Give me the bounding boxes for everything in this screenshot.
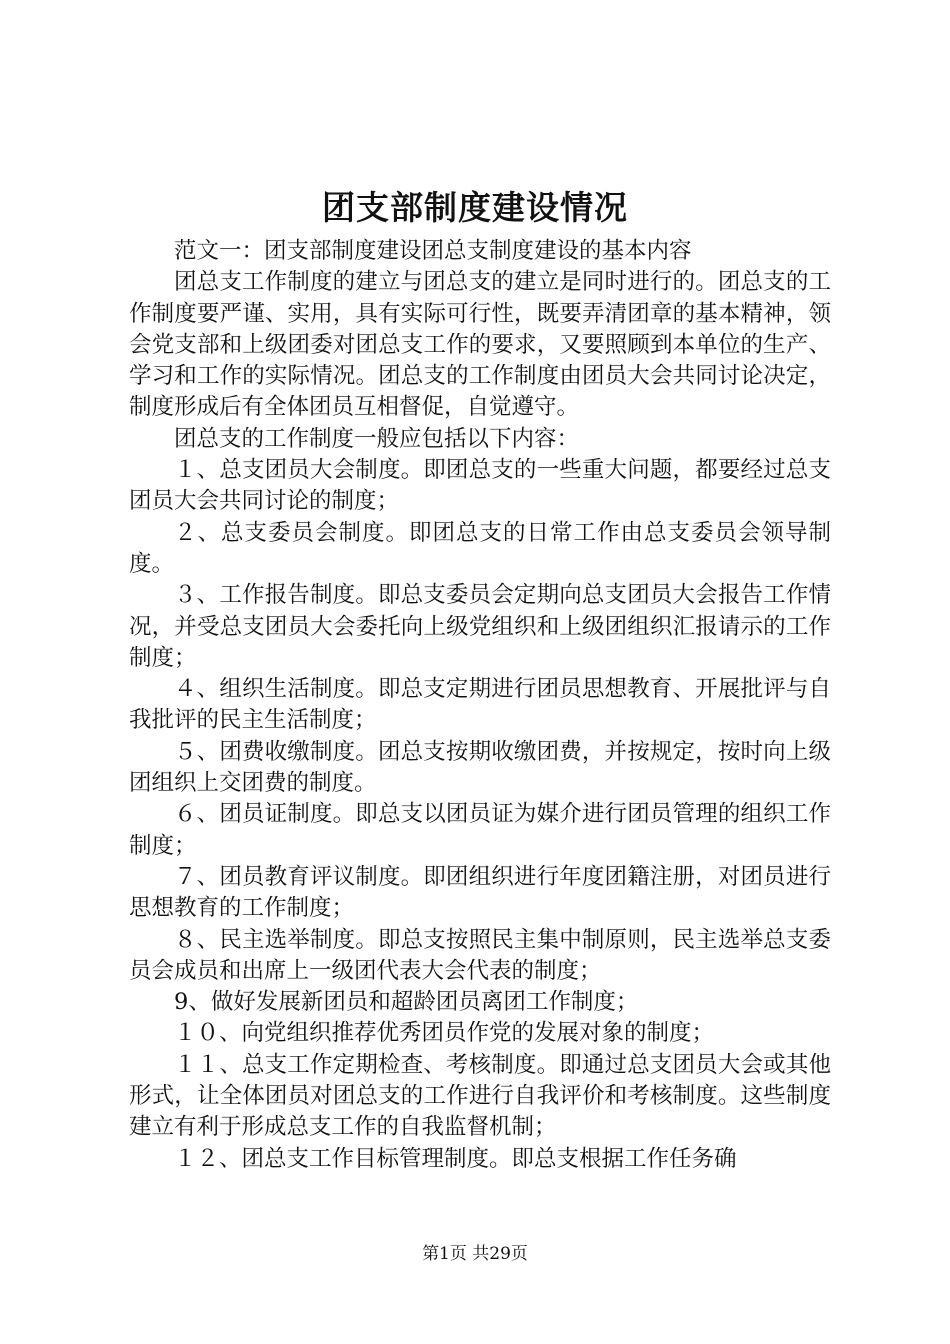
list-item-10: １０、向党组织推荐优秀团员作党的发展对象的制度； [174, 1020, 715, 1047]
list-item-6: ６、团员证制度。即总支以团员证为媒介进行团员管理的组织工作制度； [129, 801, 831, 859]
paragraph-list-intro: 团总支的工作制度一般应包括以下内容： [174, 425, 580, 452]
paragraph-intro-heading: 范文一：团支部制度建设团总支制度建设的基本内容 [174, 238, 692, 264]
list-item-5: ５、团费收缴制度。团总支按期收缴团费，并按规定，按时向上级团组织上交团费的制度。 [129, 738, 831, 797]
list-item-7: ７、团员教育评议制度。即团组织进行年度团籍注册，对团员进行思想教育的工作制度； [129, 863, 831, 922]
list-item-11: １１、总支工作定期检查、考核制度。即通过总支团员大会或其他形式，让全体团员对团总支的工作进行自我评价和考核制度。这些制度建立有利于形成总支工作的自我监督机制； [129, 1051, 831, 1141]
list-item-2: ２、总支委员会制度。即团总支的日常工作由总支委员会领导制度。 [129, 519, 831, 577]
document-body [129, 236, 831, 1175]
list-item-12: １２、团总支工作目标管理制度。即总支根据工作任务确 [174, 1145, 737, 1172]
list-item-8: ８、民主选举制度。即总支按照民主集中制原则，民主选举总支委员会成员和出席上一级团代表大会代表的制度； [129, 926, 831, 984]
page-footer: 第1页 共29页 [422, 1244, 528, 1264]
list-item-9: 9、做好发展新团员和超龄团员离团工作制度； [174, 989, 639, 1016]
paragraph-overview: 团总支工作制度的建立与团总支的建立是同时进行的。团总支的工作制度要严谨、实用，具有实际可行性，既要弄清团章的基本精神，领会党支部和上级团委对团总支工作的要求，又要照顾到本单位的生产、学习和工作的实际情况。团总支的工作制度由团员大会共同讨论决定，制度形成后有全体团员互相督促，自觉遵守。 [129, 269, 831, 421]
list-item-1: １、总支团员大会制度。即团总支的一些重大问题，都要经过总支团员大会共同讨论的制度； [129, 457, 831, 515]
page-title: 团支部制度建设情况 [322, 188, 628, 227]
list-item-4: ４、组织生活制度。即总支定期进行团员思想教育、开展批评与自我批评的民主生活制度； [129, 676, 831, 734]
list-item-3: ３、工作报告制度。即总支委员会定期向总支团员大会报告工作情况，并受总支团员大会委托向上级党组织和上级团组织汇报请示的工作制度； [129, 582, 831, 671]
